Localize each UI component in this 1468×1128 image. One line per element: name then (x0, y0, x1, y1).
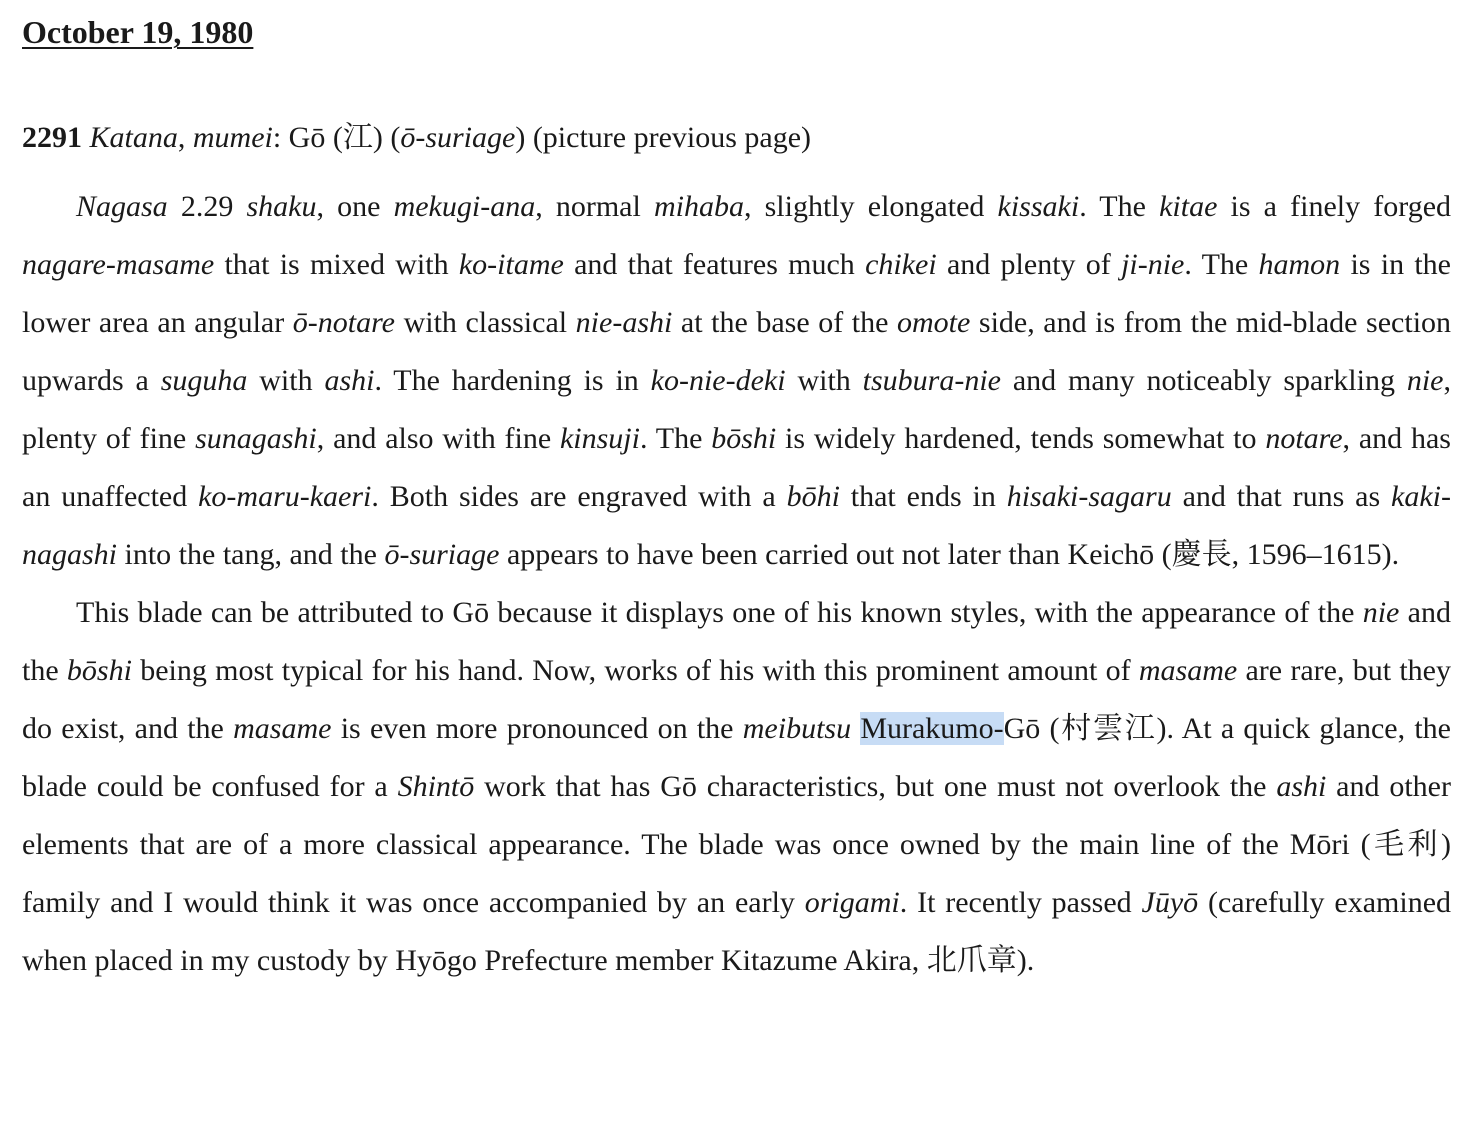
text-run: is widely hardened, tends somewhat to (776, 422, 1266, 455)
text-run: and the (22, 596, 1451, 687)
text-run: with (785, 364, 863, 397)
description-paragraph (22, 178, 1451, 584)
entry-number: 2291 (22, 121, 82, 154)
entry-body (22, 178, 1451, 990)
entry-sep-1: , (177, 121, 193, 154)
italic-term: omote (897, 306, 971, 339)
italic-term: ko-nie-deki (650, 364, 786, 397)
italic-term: bōshi (66, 654, 132, 687)
italic-term: tsubura-nie (862, 364, 1001, 397)
text-run: . The (639, 422, 712, 455)
italic-term: kissaki (997, 190, 1080, 223)
text-run: appears to have been carried out not later than Keichō (慶長, 1596–1615). (499, 538, 1400, 571)
text-run: Gō (村雲江). At a quick glance, the blade could be confused for a (22, 712, 1451, 803)
italic-term: bōhi (786, 480, 840, 513)
text-run: . The hardening is in (374, 364, 651, 397)
entry-sep-3: ) (picture previous page) (515, 121, 812, 154)
italic-term: mihaba (653, 190, 744, 223)
text-run: into the tang, and the (117, 538, 385, 571)
entry-suriage: ō-suriage (400, 121, 516, 154)
text-run: , one (316, 190, 394, 223)
text-run: , normal (535, 190, 654, 223)
selected-text-highlight[interactable]: Murakumo- (860, 712, 1004, 745)
text-run: , plenty of fine (22, 364, 1451, 455)
italic-term: mekugi-ana (393, 190, 536, 223)
italic-term: nie (1406, 364, 1444, 397)
italic-term: kinsuji (559, 422, 640, 455)
italic-term: kaki-nagashi (22, 480, 1452, 571)
italic-term: Jūyō (1141, 886, 1199, 919)
italic-term: shaku (246, 190, 317, 223)
text-run: This blade can be attributed to Gō because it displays one of his known styles, with the appearance of the (76, 596, 1363, 629)
italic-term: masame (233, 712, 332, 745)
italic-term: ko-maru-kaeri (198, 480, 372, 513)
text-run: side, and is from the mid-blade section upwards a (22, 306, 1452, 397)
italic-term: ashi (1276, 770, 1327, 803)
italic-term: nie (1362, 596, 1400, 629)
text-run: and that features much (563, 248, 866, 281)
text-run: and other elements that are of a more classical appearance. The blade was once owned by the main line of the Mōri (毛利) family and I would think it was once accompanied by an early (22, 770, 1451, 919)
text-run: . Both sides are engraved with a (371, 480, 787, 513)
entry-type: Katana (89, 121, 178, 154)
text-run: at the base of the (672, 306, 897, 339)
italic-term: Nagasa (76, 190, 168, 223)
text-run: being most typical for his hand. Now, works of his with this prominent amount of (131, 654, 1139, 687)
text-run: is even more pronounced on the (331, 712, 743, 745)
italic-term: kitae (1159, 190, 1218, 223)
text-run: that is mixed with (214, 248, 459, 281)
entry-sep-2: : Gō (江) ( (272, 121, 401, 154)
italic-term: ko-itame (458, 248, 564, 281)
text-run (851, 712, 860, 745)
italic-term: chikei (865, 248, 937, 281)
entry-mei: mumei (192, 121, 273, 154)
text-run: work that has Gō characteristics, but one must not overlook the (474, 770, 1277, 803)
text-run: and that runs as (1171, 480, 1392, 513)
text-run: . The (1184, 248, 1259, 281)
text-run: and many noticeably sparkling (1000, 364, 1407, 397)
entry-heading (22, 118, 1451, 158)
text-run: are rare, but they do exist, and the (22, 654, 1451, 745)
attribution-paragraph (22, 584, 1451, 990)
italic-term: ji-nie (1121, 248, 1185, 281)
italic-term: nie-ashi (575, 306, 673, 339)
italic-term: notare (1265, 422, 1343, 455)
text-run: is in the lower area an angular (22, 248, 1451, 339)
italic-term: ō-notare (292, 306, 395, 339)
text-run: with (247, 364, 325, 397)
italic-term: origami (804, 886, 900, 919)
italic-term: meibutsu (742, 712, 852, 745)
italic-term: hisaki-sagaru (1006, 480, 1172, 513)
text-run: , slightly elongated (743, 190, 998, 223)
text-run: , and also with fine (316, 422, 560, 455)
page-date-heading: October 19, 1980 (22, 14, 254, 50)
text-run: that ends in (839, 480, 1007, 513)
italic-term: suguha (160, 364, 248, 397)
italic-term: bōshi (711, 422, 777, 455)
italic-term: masame (1138, 654, 1238, 687)
italic-term: sunagashi (195, 422, 317, 455)
italic-term: ō-suriage (384, 538, 500, 571)
italic-term: hamon (1258, 248, 1341, 281)
italic-term: Shintō (397, 770, 475, 803)
text-run: . It recently passed (899, 886, 1142, 919)
text-run: (carefully examined when placed in my custody by Hyōgo Prefecture member Kitazume Akira, 北爪章). (22, 886, 1452, 977)
text-run: . The (1079, 190, 1160, 223)
italic-term: ashi (324, 364, 375, 397)
text-run: 2.29 (167, 190, 247, 223)
italic-term: nagare-masame (22, 248, 215, 281)
text-run: and plenty of (936, 248, 1122, 281)
text-run: is a finely forged (1217, 190, 1452, 223)
document-page (22, 10, 1451, 54)
text-run: , and has an unaffected (22, 422, 1451, 513)
text-run: with classical (395, 306, 576, 339)
